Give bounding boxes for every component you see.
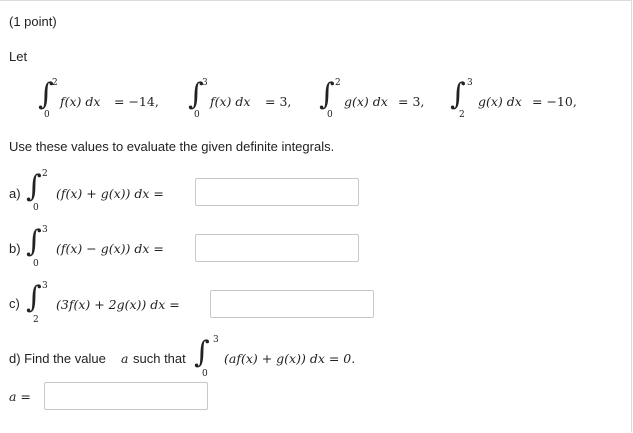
integral-sign: ∫	[26, 280, 42, 315]
instruction-text: Use these values to evaluate the given definite integrals.	[9, 139, 335, 154]
answer-input-c[interactable]	[210, 290, 374, 318]
answer-input-b[interactable]	[195, 234, 359, 262]
upper-limit: 3	[42, 281, 48, 291]
upper-limit: 3	[42, 225, 48, 235]
upper-limit: 2	[52, 78, 58, 88]
integral-sign: ∫	[194, 335, 210, 370]
integral-sign: ∫	[450, 77, 466, 112]
lower-limit: 0	[194, 110, 200, 120]
part-label: b)	[9, 241, 21, 256]
lower-limit: 0	[44, 110, 50, 120]
let-label: Let	[9, 49, 28, 64]
integral-sign: ∫	[38, 77, 54, 112]
points-label: (1 point)	[9, 14, 57, 29]
value: = 3,	[265, 94, 292, 109]
variable-a: a	[121, 351, 129, 366]
integrand: (f(x) + g(x)) dx =	[56, 186, 164, 201]
integrand: (f(x) − g(x)) dx =	[56, 241, 164, 256]
lower-limit: 0	[327, 110, 333, 120]
lower-limit: 2	[33, 315, 39, 325]
integral-sign: ∫	[26, 169, 42, 204]
upper-limit: 3	[202, 78, 208, 88]
upper-limit: 2	[42, 169, 48, 179]
lower-limit: 0	[202, 369, 208, 379]
such-that-text: such that	[133, 351, 186, 366]
integrand: g(x) dx	[344, 94, 388, 109]
upper-limit: 3	[467, 78, 473, 88]
answer-input-d[interactable]	[44, 382, 208, 410]
integrand: (3f(x) + 2g(x)) dx =	[56, 297, 180, 312]
part-label: a)	[9, 186, 21, 201]
part-d-text: d) Find the value	[9, 351, 106, 366]
value: = −14,	[114, 94, 159, 109]
integrand: (af(x) + g(x)) dx = 0.	[224, 351, 356, 366]
value: = 3,	[398, 94, 425, 109]
integral-sign: ∫	[188, 77, 204, 112]
integrand: f(x) dx	[60, 94, 101, 109]
value: = −10,	[532, 94, 577, 109]
part-label: c)	[9, 296, 20, 311]
upper-limit: 3	[213, 335, 219, 345]
upper-limit: 2	[335, 78, 341, 88]
answer-input-a[interactable]	[195, 178, 359, 206]
lower-limit: 0	[33, 203, 39, 213]
integral-sign: ∫	[26, 224, 42, 259]
integrand: f(x) dx	[210, 94, 251, 109]
lower-limit: 0	[33, 259, 39, 269]
answer-label-a: a =	[9, 389, 31, 404]
integral-sign: ∫	[319, 77, 335, 112]
integrand: g(x) dx	[478, 94, 522, 109]
lower-limit: 2	[459, 110, 465, 120]
